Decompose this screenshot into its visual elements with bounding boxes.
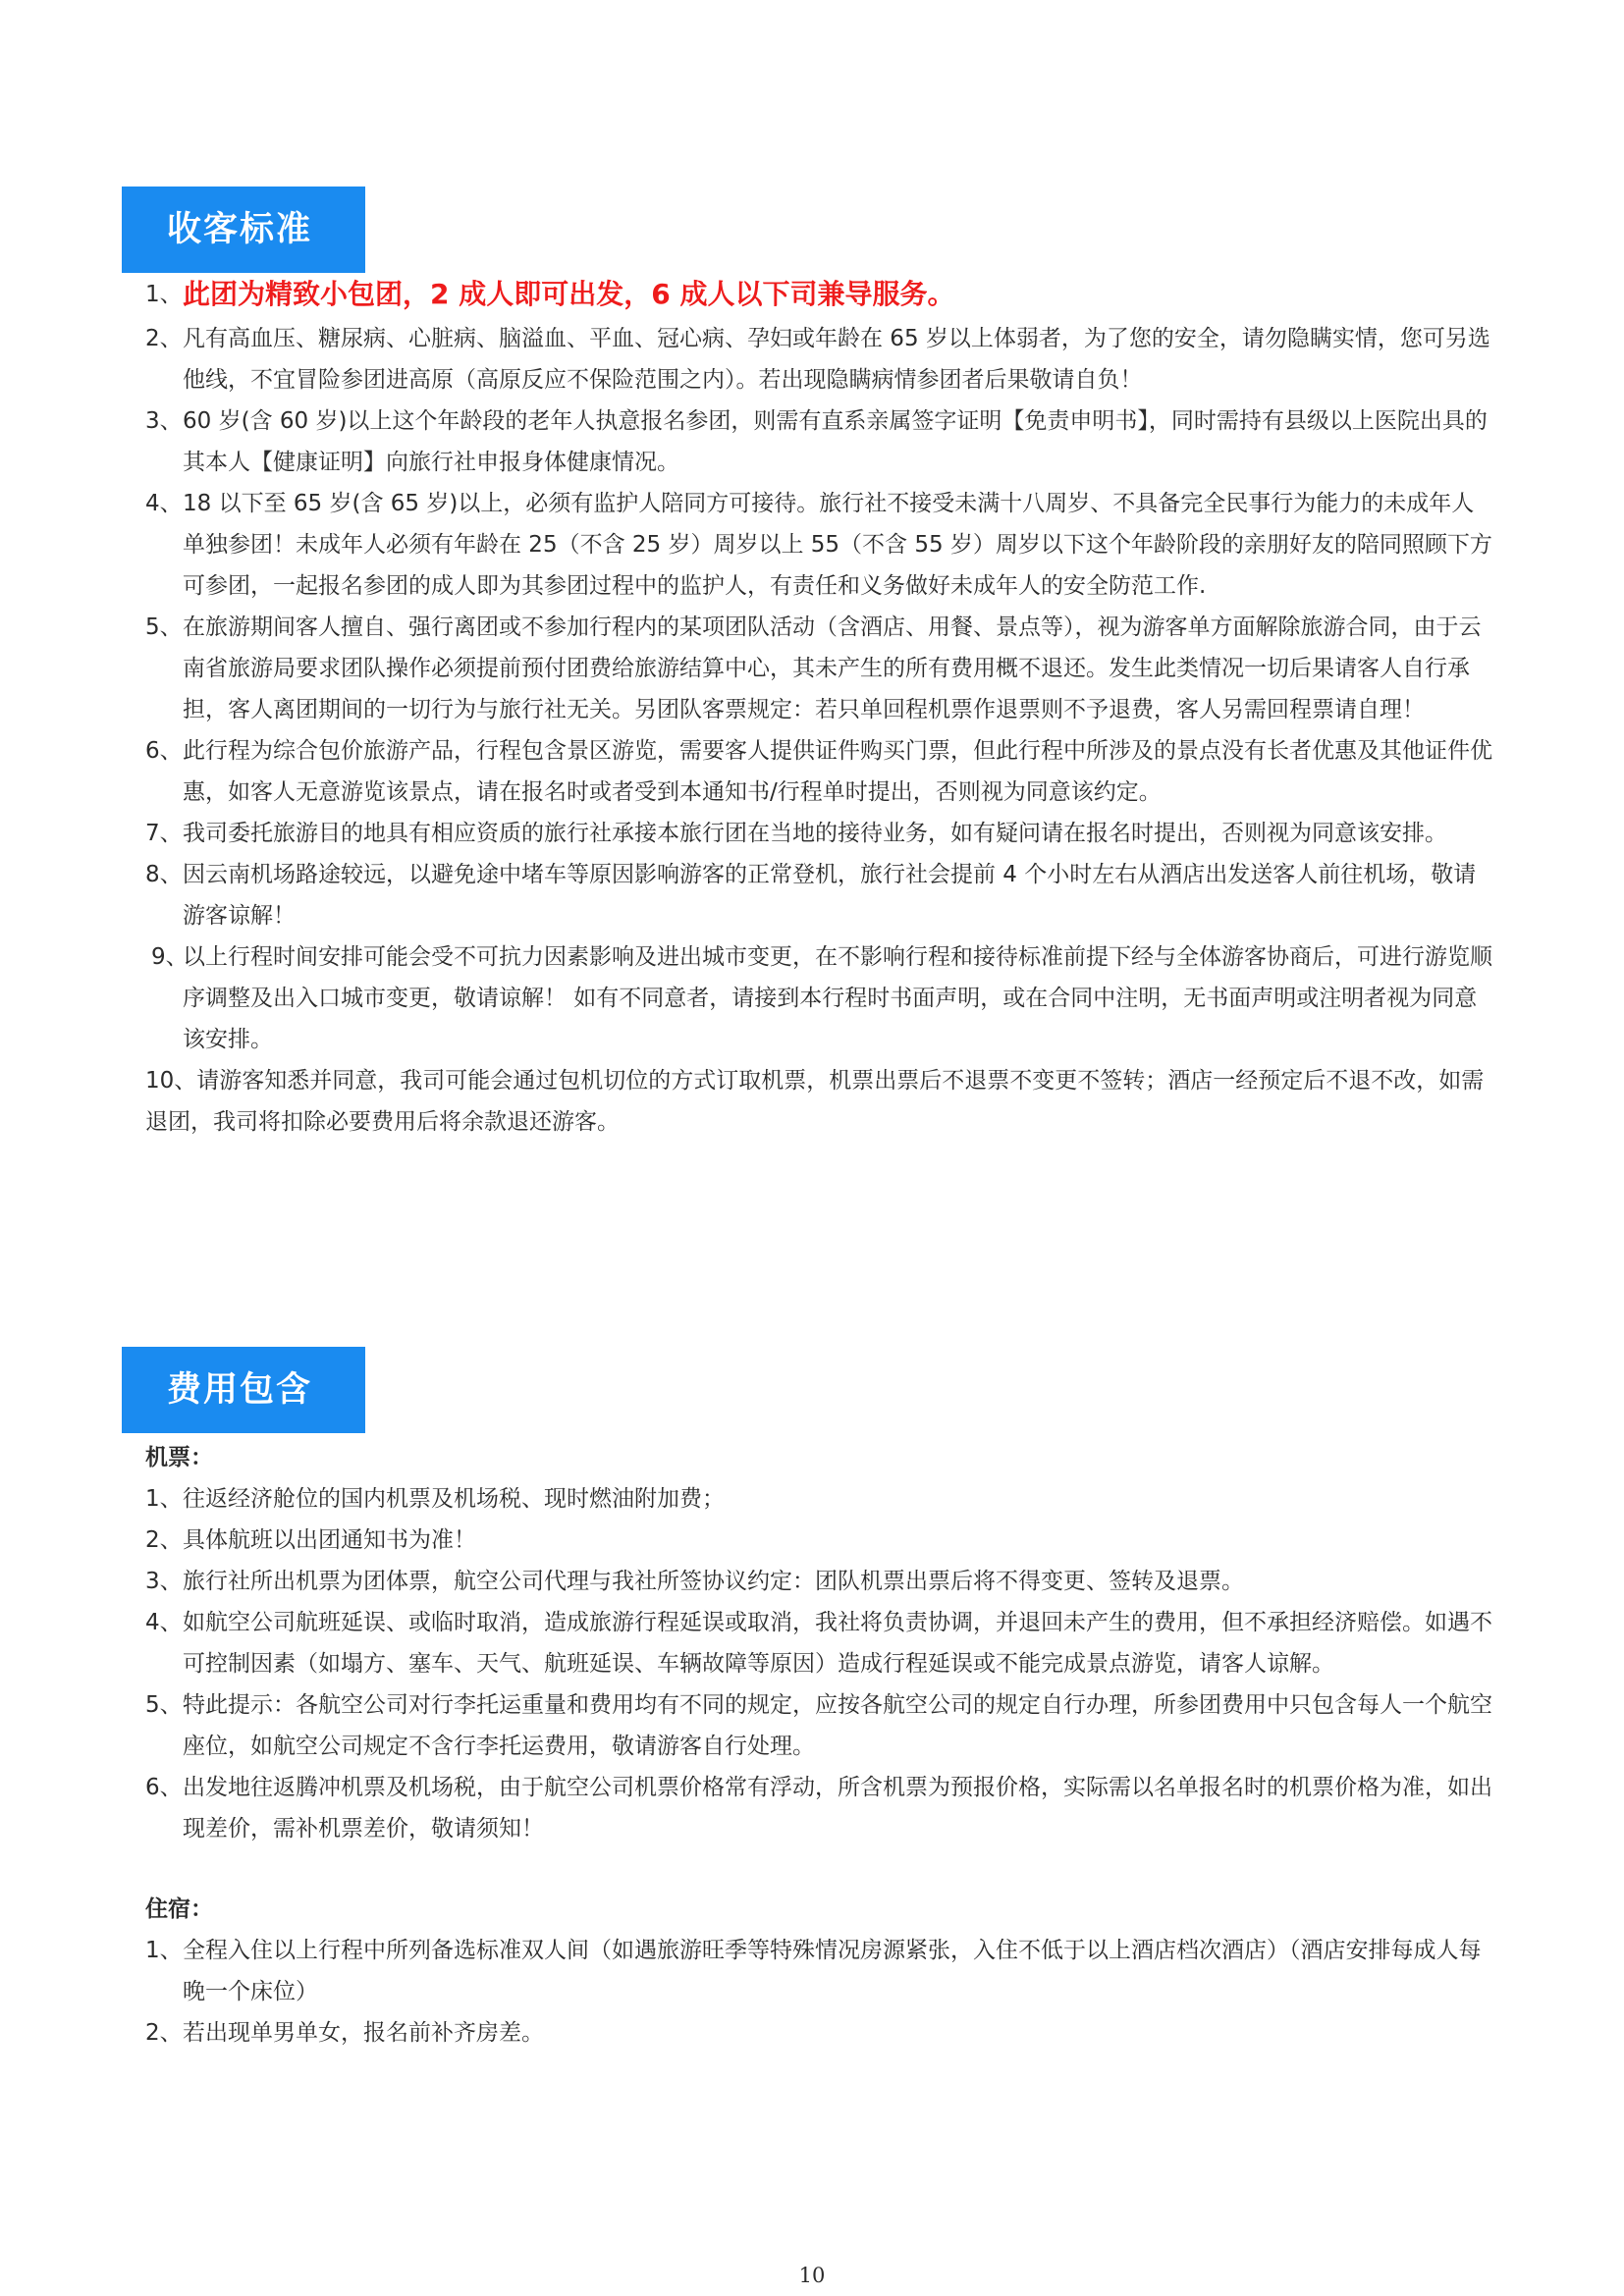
item-number: 2、 (145, 2020, 183, 2046)
page-number: 10 (798, 2264, 826, 2287)
item-text: 18 以下至 65 岁(含 65 岁)以上，必须有监护人陪同方可接待。旅行社不接受未满十八周岁、不具备完全民事行为能力的未成年人单独参团！未成年人必须有年龄在 25（不含 25 岁）周岁以上 55（不含 55 岁）周岁以下这个年龄阶段的亲朋好友的陪同照顾下方可参团，一起报名参团的成人即为其参团过程中的监护人，有责任和义务做好未成年人的安全防范工作. (183, 491, 1492, 599)
item-text: 特此提示：各航空公司对行李托运重量和费用均有不同的规定，应按各航空公司的规定自行办理，所参团费用中只包含每人一个航空座位，如航空公司规定不含行李托运费用，敬请游客自行处理。 (183, 1692, 1492, 1759)
guest-item-8 (122, 854, 1496, 936)
guest-item-9 (122, 936, 1496, 1060)
item-number: 1、 (145, 282, 183, 307)
item-number: 10、 (145, 1068, 197, 1094)
air-item-4 (122, 1602, 1496, 1684)
guest-item-5 (122, 607, 1496, 730)
item-text: 此团为精致小包团，2 成人即可出发，6 成人以下司兼导服务。 (183, 278, 955, 310)
item-number: 1、 (145, 1938, 183, 1963)
accommodation-list (122, 1930, 1496, 2054)
item-number: 9、 (151, 944, 189, 970)
item-number: 4、 (145, 1610, 183, 1635)
item-text: 因云南机场路途较远，以避免途中堵车等原因影响游客的正常登机，旅行社会提前 4 个小时左右从酒店出发送客人前往机场，敬请游客谅解！ (183, 862, 1477, 929)
item-number: 8、 (145, 862, 183, 887)
item-number: 6、 (145, 738, 183, 764)
guest-item-10 (122, 1060, 1496, 1143)
item-number: 1、 (145, 1486, 183, 1512)
guest-item-4 (122, 483, 1496, 607)
guest-item-1 (122, 273, 1496, 318)
guest-item-2 (122, 318, 1496, 400)
item-number: 4、 (145, 491, 183, 516)
air-item-5 (122, 1684, 1496, 1767)
item-number: 2、 (145, 1527, 183, 1553)
item-text: 旅行社所出机票为团体票，航空公司代理与我社所签协议约定：团队机票出票后将不得变更、签转及退票。 (183, 1569, 1244, 1594)
item-text: 全程入住以上行程中所列备选标准双人间（如遇旅游旺季等特殊情况房源紧张，入住不低于以上酒店档次酒店）（酒店安排每成人每晚一个床位） (183, 1938, 1482, 2004)
guest-item-6 (122, 730, 1496, 813)
item-text: 在旅游期间客人擅自、强行离团或不参加行程内的某项团队活动（含酒店、用餐、景点等），视为游客单方面解除旅游合同，由于云南省旅游局要求团队操作必须提前预付团费给旅游结算中心，其未产生的所有费用概不退还。发生此类情况一切后果请客人自行承担，客人离团期间的一切行为与旅行社无关。另团队客票规定：若只单回程机票作退票则不予退费，客人另需回程票请自理！ (183, 614, 1482, 722)
item-number: 3、 (145, 408, 183, 434)
item-number: 5、 (145, 1692, 183, 1718)
item-number: 5、 (145, 614, 183, 640)
guest-standard-header: 收客标准 (122, 187, 365, 273)
guest-standard-section (122, 187, 1496, 1143)
item-number: 6、 (145, 1775, 183, 1800)
item-text: 请游客知悉并同意，我司可能会通过包机切位的方式订取机票，机票出票后不退票不变更不签转；酒店一经预定后不退不改，如需退团，我司将扣除必要费用后将余款退还游客。 (145, 1068, 1485, 1135)
item-text: 出发地往返腾冲机票及机场税，由于航空公司机票价格常有浮动，所含机票为预报价格，实际需以名单报名时的机票价格为准，如出现差价，需补机票差价，敬请须知！ (183, 1775, 1492, 1842)
air-item-1 (122, 1478, 1496, 1520)
guest-item-3 (122, 400, 1496, 483)
item-number: 2、 (145, 326, 183, 351)
air-ticket-list (122, 1478, 1496, 1849)
guest-item-7 (122, 813, 1496, 854)
item-text: 具体航班以出团通知书为准！ (183, 1527, 476, 1553)
item-text: 60 岁(含 60 岁)以上这个年龄段的老年人执意报名参团，则需有直系亲属签字证明【免责申明书】，同时需持有县级以上医院出具的其本人【健康证明】向旅行社申报身体健康情况。 (183, 408, 1488, 475)
item-text: 我司委托旅游目的地具有相应资质的旅行社承接本旅行团在当地的接待业务，如有疑问请在报名时提出，否则视为同意该安排。 (183, 821, 1447, 846)
accommodation-heading: 住宿： (145, 1896, 213, 1922)
item-text: 以上行程时间安排可能会受不可抗力因素影响及进出城市变更，在不影响行程和接待标准前提下经与全体游客协商后，可进行游览顺序调整及出入口城市变更，敬请谅解！ 如有不同意者，请接到本行程时书面声明，或在合同中注明，无书面声明或注明者视为同意该安排。 (183, 944, 1492, 1052)
air-item-3 (122, 1561, 1496, 1602)
item-text: 凡有高血压、糖尿病、心脏病、脑溢血、平血、冠心病、孕妇或年龄在 65 岁以上体弱者，为了您的安全，请勿隐瞒实情，您可另选他线，不宜冒险参团进高原（高原反应不保险范围之内）。若出现隐瞒病情参团者后果敬请自负！ (183, 326, 1490, 393)
air-ticket-heading: 机票： (145, 1445, 213, 1470)
accommodation-item-2 (122, 2012, 1496, 2054)
fee-included-header: 费用包含 (122, 1347, 365, 1433)
item-text: 此行程为综合包价旅游产品，行程包含景区游览，需要客人提供证件购买门票，但此行程中所涉及的景点没有长者优惠及其他证件优惠，如客人无意游览该景点，请在报名时或者受到本通知书/行程单时提出，否则视为同意该约定。 (183, 738, 1492, 805)
item-number: 7、 (145, 821, 183, 846)
fee-included-section (122, 1347, 1496, 2054)
item-text: 若出现单男单女，报名前补齐房差。 (183, 2020, 544, 2046)
item-text: 如航空公司航班延误、或临时取消，造成旅游行程延误或取消，我社将负责协调，并退回未产生的费用，但不承担经济赔偿。如遇不可控制因素（如塌方、塞车、天气、航班延误、车辆故障等原因）造成行程延误或不能完成景点游览，请客人谅解。 (183, 1610, 1492, 1677)
item-number: 3、 (145, 1569, 183, 1594)
air-item-2 (122, 1520, 1496, 1561)
guest-standard-list (122, 273, 1496, 1143)
item-text: 往返经济舱位的国内机票及机场税、现时燃油附加费； (183, 1486, 725, 1512)
air-item-6 (122, 1767, 1496, 1849)
accommodation-item-1 (122, 1930, 1496, 2012)
